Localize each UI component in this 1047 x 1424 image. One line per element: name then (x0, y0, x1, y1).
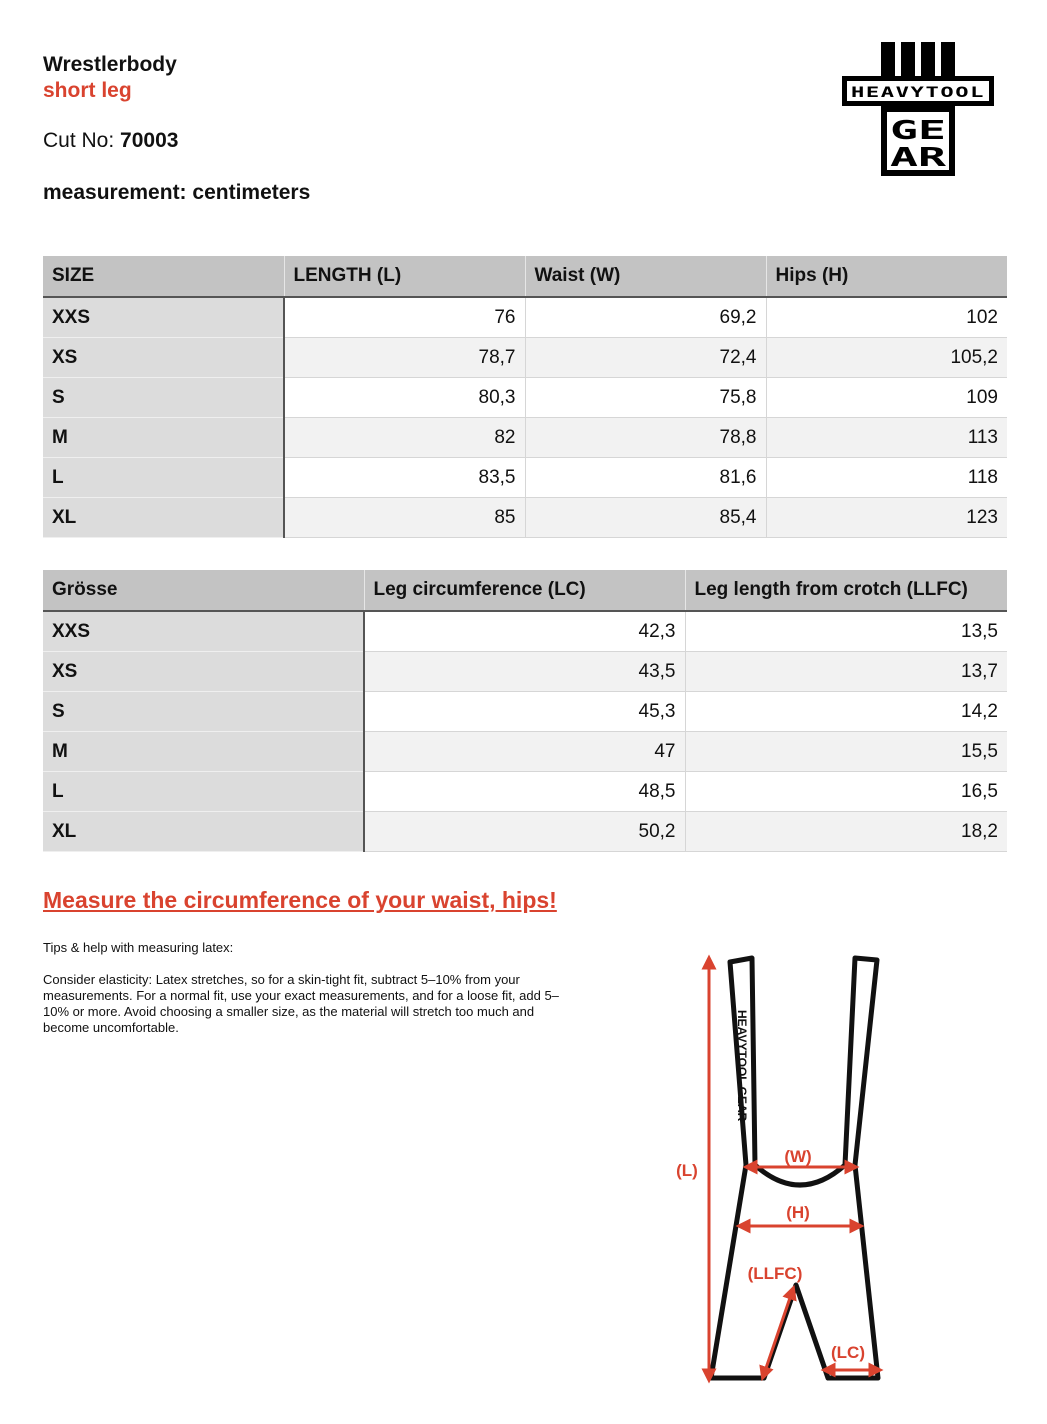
table-row (43, 458, 1007, 498)
cut-number: 70003 (120, 129, 179, 152)
header-groesse: Grösse (43, 570, 364, 611)
measurement-unit: measurement: centimeters (43, 181, 311, 204)
hips-cell: 102 (766, 297, 1007, 338)
size-cell: L (43, 772, 364, 812)
strap-brand-text: HEAVYTOOL GEAR (735, 1010, 749, 1122)
logo-gear-text-bottom: AR (890, 143, 947, 173)
size-cell: XL (43, 812, 364, 852)
waist-cell: 72,4 (525, 338, 766, 378)
header-leg-length: Leg length from crotch (LLFC) (685, 570, 1007, 611)
table-row (43, 418, 1007, 458)
lc-cell: 42,3 (364, 611, 685, 652)
lc-cell: 45,3 (364, 692, 685, 732)
logo-brand-text: HEAVYTOOL (851, 85, 985, 101)
product-subtitle: short leg (43, 79, 132, 102)
size-cell: XXS (43, 297, 284, 338)
waist-cell: 81,6 (525, 458, 766, 498)
hips-cell: 118 (766, 458, 1007, 498)
table-row (43, 498, 1007, 538)
table-header-row (43, 256, 1007, 297)
size-cell: S (43, 378, 284, 418)
product-title: Wrestlerbody (43, 53, 177, 76)
tips-heading: Tips & help with measuring latex: (43, 940, 234, 955)
llfc-cell: 13,5 (685, 611, 1007, 652)
lc-cell: 48,5 (364, 772, 685, 812)
length-label: (L) (676, 1161, 698, 1180)
hips-cell: 113 (766, 418, 1007, 458)
header-waist: Waist (W) (525, 256, 766, 297)
hips-cell: 105,2 (766, 338, 1007, 378)
size-cell: XXS (43, 611, 364, 652)
tips-body: Consider elasticity: Latex stretches, so for a skin-tight fit, subtract 5–10% from your measurements. For a normal fit, use your exact measurements, and for a loose fit, add 5–10% or more. Avoid choosing a smaller size, as the material will stretch too much and become uncomfortable. (43, 972, 559, 1035)
cut-label: Cut No: (43, 129, 121, 152)
size-cell: L (43, 458, 284, 498)
waist-label: (W) (784, 1147, 812, 1166)
length-cell: 85 (284, 498, 525, 538)
llfc-cell: 15,5 (685, 732, 1007, 772)
size-cell: S (43, 692, 364, 732)
table-header-row (43, 570, 1007, 611)
heavytool-gear-logo (838, 40, 998, 178)
header-size: SIZE (43, 256, 284, 297)
header-length: LENGTH (L) (284, 256, 525, 297)
size-cell: M (43, 732, 364, 772)
table-row (43, 338, 1007, 378)
hips-label: (H) (786, 1203, 810, 1222)
size-cell: XS (43, 338, 284, 378)
garment-measurement-diagram (660, 940, 900, 1390)
header-leg-circumference: Leg circumference (LC) (364, 570, 685, 611)
size-table-legs (43, 570, 1007, 852)
table-row (43, 611, 1007, 652)
llfc-cell: 14,2 (685, 692, 1007, 732)
table-row (43, 652, 1007, 692)
lc-cell: 50,2 (364, 812, 685, 852)
table-row (43, 692, 1007, 732)
size-cell: XL (43, 498, 284, 538)
waist-cell: 85,4 (525, 498, 766, 538)
logo-gear-text-top: GE (890, 116, 946, 146)
cut-number-line (43, 128, 310, 154)
hips-cell: 109 (766, 378, 1007, 418)
length-cell: 82 (284, 418, 525, 458)
header-hips: Hips (H) (766, 256, 1007, 297)
size-cell: M (43, 418, 284, 458)
measuring-tips (43, 940, 573, 1052)
waist-cell: 75,8 (525, 378, 766, 418)
llfc-cell: 18,2 (685, 812, 1007, 852)
length-cell: 78,7 (284, 338, 525, 378)
header (43, 52, 310, 206)
measure-instruction-heading: Measure the circumference of your waist, hips! (43, 887, 557, 913)
table-row (43, 378, 1007, 418)
lc-cell: 47 (364, 732, 685, 772)
table-row (43, 812, 1007, 852)
size-cell: XS (43, 652, 364, 692)
length-cell: 80,3 (284, 378, 525, 418)
lc-cell: 43,5 (364, 652, 685, 692)
hips-cell: 123 (766, 498, 1007, 538)
length-cell: 76 (284, 297, 525, 338)
waist-cell: 78,8 (525, 418, 766, 458)
llfc-label: (LLFC) (747, 1264, 803, 1283)
waist-cell: 69,2 (525, 297, 766, 338)
table-row (43, 772, 1007, 812)
length-cell: 83,5 (284, 458, 525, 498)
llfc-cell: 13,7 (685, 652, 1007, 692)
size-table-main (43, 256, 1007, 538)
table-row (43, 297, 1007, 338)
llfc-cell: 16,5 (685, 772, 1007, 812)
table-row (43, 732, 1007, 772)
lc-label: (LC) (831, 1343, 865, 1362)
